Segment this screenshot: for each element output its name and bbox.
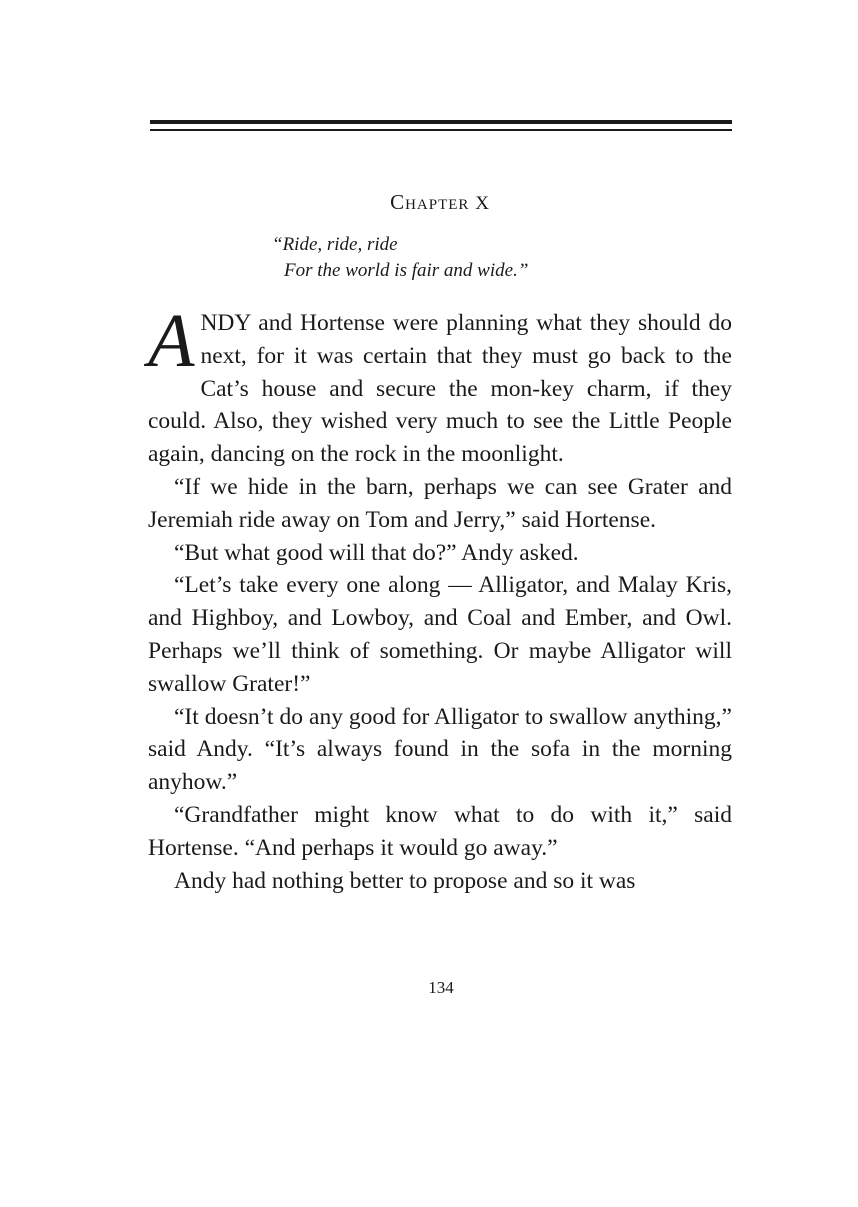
paragraph-7: Andy had nothing better to propose and so it was xyxy=(174,867,636,894)
chapter-heading-initial: C xyxy=(390,190,406,214)
drop-cap: A xyxy=(148,299,195,383)
page-number: 134 xyxy=(428,978,454,997)
paragraph-5: “It doesn’t do any good for Alligator to swallow anything,” said Andy. “It’s always found in the sofa in the morning anyhow.” xyxy=(148,703,732,796)
opening-word-caps: NDY xyxy=(200,310,251,336)
header-rule-thin xyxy=(150,129,732,131)
epigraph-line-1: “Ride, ride, ride xyxy=(272,234,398,255)
paragraph-1 xyxy=(148,299,732,471)
chapter-heading xyxy=(0,190,858,215)
chapter-numeral: X xyxy=(475,193,490,214)
paragraph-2: “If we hide in the barn, perhaps we can see Grater and Jeremiah ride away on Tom and Jerry,” said Hortense. xyxy=(148,473,732,533)
body-text xyxy=(148,299,732,897)
epigraph xyxy=(272,232,528,284)
paragraph-1-text: and Hortense were planning what they should do next, for it was certain that they must go back to the Cat’s house and secure the mon-key charm, if they could. Also, they wished very much to see the Little People again, dancing on the rock in the moonlight. xyxy=(148,310,732,468)
paragraph-6: “Grandfather might know what to do with it,” said Hortense. “And perhaps it would go away.” xyxy=(148,801,732,861)
paragraph-4: “Let’s take every one along — Alligator, and Malay Kris, and Highboy, and Lowboy, and Coal and Ember, and Owl. Perhaps we’ll think of something. Or maybe Alligator will swallow Grater!” xyxy=(148,572,732,697)
header-rule-thick xyxy=(150,120,732,124)
chapter-heading-word: HAPTER xyxy=(405,197,470,213)
paragraph-3: “But what good will that do?” Andy asked. xyxy=(174,539,579,566)
epigraph-line-2: For the world is fair and wide.” xyxy=(284,260,529,281)
